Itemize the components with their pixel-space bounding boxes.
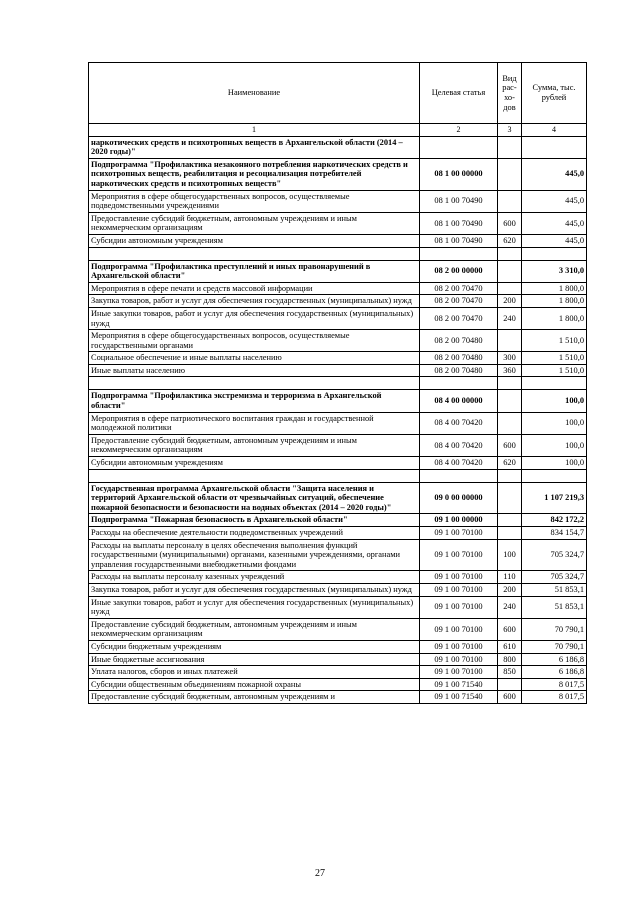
row-target-article: 09 1 00 70100	[420, 666, 498, 679]
table-row	[89, 190, 587, 212]
row-amount: 1 800,0	[522, 282, 587, 295]
table-row	[89, 653, 587, 666]
row-expense-type: 600	[498, 618, 522, 640]
table-row	[89, 482, 587, 514]
row-name: Государственная программа Архангельской области "Защита населения и территорий Архангельской области от чрезвычайных ситуаций, обеспечение пожарной безопасности и безопасности на водных объектах (2014 – 2020 годы)"	[89, 482, 420, 514]
row-name: Мероприятия в сфере общегосударственных вопросов, осуществляемые подведомственными учреждениями	[89, 190, 420, 212]
table-body	[89, 136, 587, 703]
row-amount: 70 790,1	[522, 640, 587, 653]
row-target-article: 08 2 00 70480	[420, 352, 498, 365]
row-expense-type: 800	[498, 653, 522, 666]
table-row	[89, 691, 587, 704]
table-row	[89, 527, 587, 540]
row-name: Мероприятия в сфере печати и средств массовой информации	[89, 282, 420, 295]
row-expense-type	[498, 282, 522, 295]
table-row	[89, 539, 587, 571]
row-expense-type: 200	[498, 295, 522, 308]
row-amount: 6 186,8	[522, 666, 587, 679]
row-name: Расходы на выплаты персоналу в целях обеспечения выполнения функций государственными (муниципальными) органами, казенными учреждениями, органами управления государственными внебюджетными фондами	[89, 539, 420, 571]
row-target-article: 09 1 00 70100	[420, 618, 498, 640]
row-name: Иные бюджетные ассигнования	[89, 653, 420, 666]
row-amount: 6 186,8	[522, 653, 587, 666]
spacer-cell	[89, 377, 420, 390]
row-amount	[522, 136, 587, 158]
spacer-cell	[420, 377, 498, 390]
row-target-article: 08 4 00 70420	[420, 434, 498, 456]
table-row	[89, 666, 587, 679]
row-expense-type: 240	[498, 596, 522, 618]
row-amount: 51 853,1	[522, 596, 587, 618]
table-row	[89, 158, 587, 190]
spacer-row	[89, 377, 587, 390]
table-row	[89, 583, 587, 596]
row-amount: 100,0	[522, 457, 587, 470]
row-name: Предоставление субсидий бюджетным, автономным учреждениям и	[89, 691, 420, 704]
row-amount: 705 324,7	[522, 539, 587, 571]
row-amount: 445,0	[522, 234, 587, 247]
row-expense-type: 850	[498, 666, 522, 679]
spacer-row	[89, 247, 587, 260]
row-amount: 100,0	[522, 412, 587, 434]
row-name: Предоставление субсидий бюджетным, автономным учреждениям и иным некоммерческим организациям	[89, 434, 420, 456]
column-number: 4	[522, 124, 587, 137]
row-target-article: 09 1 00 71540	[420, 678, 498, 691]
row-expense-type	[498, 330, 522, 352]
row-target-article: 08 2 00 00000	[420, 260, 498, 282]
table-row	[89, 596, 587, 618]
row-name: Расходы на обеспечение деятельности подведомственных учреждений	[89, 527, 420, 540]
table-row	[89, 282, 587, 295]
row-name: Закупка товаров, работ и услуг для обеспечения государственных (муниципальных) нужд	[89, 583, 420, 596]
header-sum: Сумма, тыс. рублей	[522, 63, 587, 124]
table-row	[89, 364, 587, 377]
spacer-cell	[522, 469, 587, 482]
row-name: Субсидии автономным учреждениям	[89, 457, 420, 470]
row-expense-type: 300	[498, 352, 522, 365]
table-row	[89, 212, 587, 234]
row-expense-type: 600	[498, 691, 522, 704]
row-name: Уплата налогов, сборов и иных платежей	[89, 666, 420, 679]
row-amount: 8 017,5	[522, 691, 587, 704]
row-name: Субсидии автономным учреждениям	[89, 234, 420, 247]
row-target-article: 08 2 00 70480	[420, 364, 498, 377]
table-header-row	[89, 63, 587, 124]
row-expense-type: 620	[498, 457, 522, 470]
spacer-row	[89, 469, 587, 482]
table-row	[89, 618, 587, 640]
row-target-article: 09 1 00 70100	[420, 539, 498, 571]
row-name: Предоставление субсидий бюджетным, автономным учреждениям и иным некоммерческим организациям	[89, 212, 420, 234]
row-target-article: 09 1 00 70100	[420, 596, 498, 618]
spacer-cell	[522, 377, 587, 390]
table-row	[89, 295, 587, 308]
row-name: Субсидии бюджетным учреждениям	[89, 640, 420, 653]
row-expense-type: 620	[498, 234, 522, 247]
row-name: Иные закупки товаров, работ и услуг для обеспечения государственных (муниципальных) нужд	[89, 596, 420, 618]
table-row	[89, 352, 587, 365]
row-target-article: 09 1 00 00000	[420, 514, 498, 527]
table-row	[89, 571, 587, 584]
row-amount: 51 853,1	[522, 583, 587, 596]
row-expense-type: 600	[498, 434, 522, 456]
column-number: 3	[498, 124, 522, 137]
row-expense-type	[498, 527, 522, 540]
row-name: Субсидии общественным объединениям пожарной охраны	[89, 678, 420, 691]
row-amount: 1 107 219,3	[522, 482, 587, 514]
budget-table	[88, 62, 587, 704]
spacer-cell	[498, 247, 522, 260]
row-name: Социальное обеспечение и иные выплаты населению	[89, 352, 420, 365]
row-amount: 834 154,7	[522, 527, 587, 540]
row-amount: 445,0	[522, 158, 587, 190]
spacer-cell	[498, 377, 522, 390]
row-amount: 1 510,0	[522, 330, 587, 352]
row-target-article: 09 1 00 70100	[420, 640, 498, 653]
row-expense-type	[498, 514, 522, 527]
row-target-article: 09 1 00 70100	[420, 527, 498, 540]
row-expense-type	[498, 136, 522, 158]
table-row	[89, 260, 587, 282]
row-expense-type: 360	[498, 364, 522, 377]
row-name: Расходы на выплаты персоналу казенных учреждений	[89, 571, 420, 584]
row-name: Подпрограмма "Профилактика преступлений и иных правонарушений в Архангельской области"	[89, 260, 420, 282]
row-target-article: 08 2 00 70470	[420, 282, 498, 295]
row-expense-type	[498, 482, 522, 514]
table-row	[89, 514, 587, 527]
row-expense-type	[498, 390, 522, 412]
row-name: Предоставление субсидий бюджетным, автономным учреждениям и иным некоммерческим организациям	[89, 618, 420, 640]
table-row	[89, 434, 587, 456]
table-row	[89, 678, 587, 691]
table-row	[89, 307, 587, 329]
row-target-article: 08 2 00 70470	[420, 295, 498, 308]
row-name: Подпрограмма "Профилактика экстремизма и терроризма в Архангельской области"	[89, 390, 420, 412]
row-expense-type: 610	[498, 640, 522, 653]
row-target-article: 09 1 00 70100	[420, 583, 498, 596]
header-type: Вид рас-хо-дов	[498, 63, 522, 124]
row-amount: 8 017,5	[522, 678, 587, 691]
row-expense-type: 100	[498, 539, 522, 571]
spacer-cell	[420, 469, 498, 482]
row-name: Мероприятия в сфере патриотического воспитания граждан и государственной молодежной политики	[89, 412, 420, 434]
page-number: 27	[315, 868, 325, 879]
row-expense-type	[498, 158, 522, 190]
row-expense-type: 110	[498, 571, 522, 584]
table-row	[89, 390, 587, 412]
row-amount: 1 800,0	[522, 295, 587, 308]
row-name: Закупка товаров, работ и услуг для обеспечения государственных (муниципальных) нужд	[89, 295, 420, 308]
row-target-article: 08 1 00 70490	[420, 190, 498, 212]
row-name: Иные закупки товаров, работ и услуг для обеспечения государственных (муниципальных) нужд	[89, 307, 420, 329]
row-amount: 100,0	[522, 390, 587, 412]
row-name: Подпрограмма "Пожарная безопасность в Архангельской области"	[89, 514, 420, 527]
table-row	[89, 136, 587, 158]
table-row	[89, 330, 587, 352]
row-amount: 100,0	[522, 434, 587, 456]
row-target-article: 08 4 00 70420	[420, 457, 498, 470]
row-target-article: 08 2 00 70480	[420, 330, 498, 352]
row-target-article: 09 0 00 00000	[420, 482, 498, 514]
spacer-cell	[522, 247, 587, 260]
row-amount: 1 510,0	[522, 352, 587, 365]
row-amount: 1 510,0	[522, 364, 587, 377]
column-number-row	[89, 124, 587, 137]
header-name: Наименование	[89, 63, 420, 124]
row-target-article: 09 1 00 71540	[420, 691, 498, 704]
row-amount: 1 800,0	[522, 307, 587, 329]
row-expense-type	[498, 412, 522, 434]
row-target-article: 08 1 00 70490	[420, 234, 498, 247]
row-amount: 842 172,2	[522, 514, 587, 527]
row-target-article: 08 4 00 00000	[420, 390, 498, 412]
row-amount: 70 790,1	[522, 618, 587, 640]
row-name: наркотических средств и психотропных веществ в Архангельской области (2014 – 2020 годы)"	[89, 136, 420, 158]
column-number: 1	[89, 124, 420, 137]
row-name: Мероприятия в сфере общегосударственных вопросов, осуществляемые государственными органами	[89, 330, 420, 352]
row-expense-type	[498, 190, 522, 212]
row-target-article: 08 2 00 70470	[420, 307, 498, 329]
row-target-article: 09 1 00 70100	[420, 571, 498, 584]
row-name: Иные выплаты населению	[89, 364, 420, 377]
table-row	[89, 457, 587, 470]
header-code: Целевая статья	[420, 63, 498, 124]
table-row	[89, 412, 587, 434]
spacer-cell	[420, 247, 498, 260]
row-amount: 3 310,0	[522, 260, 587, 282]
row-amount: 445,0	[522, 212, 587, 234]
row-target-article	[420, 136, 498, 158]
row-target-article: 08 1 00 70490	[420, 212, 498, 234]
column-number: 2	[420, 124, 498, 137]
row-target-article: 08 4 00 70420	[420, 412, 498, 434]
spacer-cell	[89, 247, 420, 260]
row-target-article: 08 1 00 00000	[420, 158, 498, 190]
row-expense-type	[498, 260, 522, 282]
row-expense-type: 240	[498, 307, 522, 329]
row-amount: 705 324,7	[522, 571, 587, 584]
spacer-cell	[498, 469, 522, 482]
table-row	[89, 640, 587, 653]
spacer-cell	[89, 469, 420, 482]
row-expense-type	[498, 678, 522, 691]
row-expense-type: 600	[498, 212, 522, 234]
row-amount: 445,0	[522, 190, 587, 212]
row-name: Подпрограмма "Профилактика незаконного потребления наркотических средств и психотропных веществ, реабилитация и ресоциализация потребителей наркотических средств и психотропных веществ"	[89, 158, 420, 190]
row-expense-type: 200	[498, 583, 522, 596]
row-target-article: 09 1 00 70100	[420, 653, 498, 666]
table-row	[89, 234, 587, 247]
